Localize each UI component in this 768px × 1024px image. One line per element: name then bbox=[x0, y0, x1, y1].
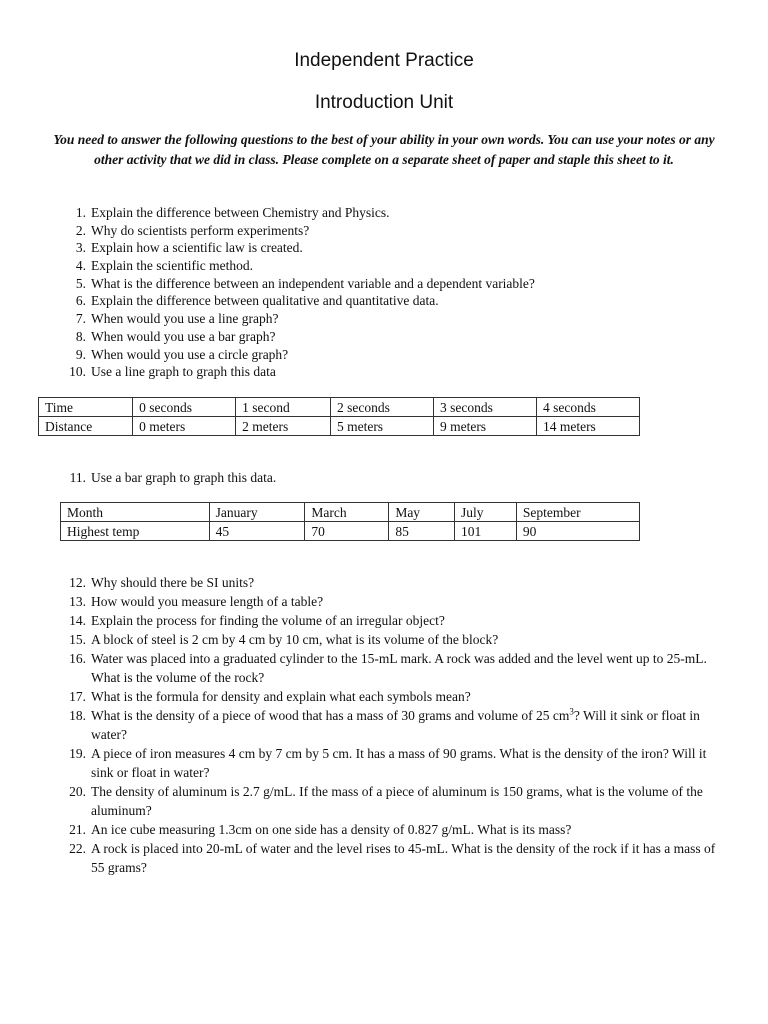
question-text: Explain the scientific method. bbox=[91, 258, 253, 274]
table-cell: 14 meters bbox=[536, 417, 639, 436]
table-cell: 4 seconds bbox=[536, 398, 639, 417]
page-subtitle: Introduction Unit bbox=[314, 92, 454, 113]
question-item bbox=[0, 292, 768, 310]
table-cell: July bbox=[455, 503, 517, 522]
question-text: A rock is placed into 20-mL of water and the level rises to 45-mL. What is the density of the rock if it has a mass of 55 grams? bbox=[91, 841, 716, 875]
table-cell: 2 seconds bbox=[330, 398, 433, 417]
table-cell: January bbox=[209, 503, 305, 522]
table-cell: 0 seconds bbox=[133, 398, 236, 417]
question-text: When would you use a bar graph? bbox=[91, 328, 276, 344]
table-cell: March bbox=[305, 503, 389, 522]
table-cell: 70 bbox=[305, 522, 389, 541]
table-cell: 9 meters bbox=[433, 417, 536, 436]
question-text: Why do scientists perform experiments? bbox=[91, 222, 310, 238]
question-text: What is the formula for density and explain what each symbols mean? bbox=[91, 689, 471, 704]
question-item bbox=[0, 611, 768, 630]
question-text: A block of steel is 2 cm by 4 cm by 10 cm, what is its volume of the block? bbox=[91, 632, 499, 647]
question-text: How would you measure length of a table? bbox=[91, 594, 324, 609]
question-number: 16. bbox=[69, 651, 86, 666]
question-number: 18. bbox=[69, 708, 86, 723]
table-cell: 101 bbox=[455, 522, 517, 541]
table-cell: Distance bbox=[39, 417, 133, 436]
question-number: 20. bbox=[69, 784, 86, 799]
question-text: Use a bar graph to graph this data. bbox=[91, 470, 277, 485]
question-item bbox=[0, 346, 768, 364]
question-number: 1. bbox=[75, 205, 86, 220]
question-number: 11. bbox=[69, 470, 86, 485]
question-item bbox=[0, 687, 768, 706]
table-cell: Time bbox=[39, 398, 133, 417]
question-number: 21. bbox=[69, 822, 86, 837]
table-cell: 0 meters bbox=[133, 417, 236, 436]
question-item bbox=[0, 310, 768, 328]
question-item bbox=[0, 839, 768, 877]
question-number: 8. bbox=[75, 328, 86, 344]
question-item bbox=[0, 469, 768, 487]
question-text: Explain the difference between qualitative and quantitative data. bbox=[91, 293, 439, 309]
question-item bbox=[0, 649, 768, 687]
question-text: Use a line graph to graph this data bbox=[91, 364, 276, 380]
month-temperature-table bbox=[60, 502, 640, 541]
question-text-before: What is the density of a piece of wood that has a mass of 30 grams and volume of 25 cm bbox=[91, 708, 570, 723]
table-row bbox=[61, 522, 640, 541]
table-cell: 3 seconds bbox=[433, 398, 536, 417]
question-item bbox=[0, 257, 768, 275]
question-text: Why should there be SI units? bbox=[91, 575, 255, 590]
table-cell: 1 second bbox=[236, 398, 331, 417]
question-number: 15. bbox=[69, 632, 86, 647]
table-row bbox=[39, 417, 640, 436]
question-text: The density of aluminum is 2.7 g/mL. If the mass of a piece of aluminum is 150 grams, what is the volume of the aluminum? bbox=[91, 784, 703, 818]
question-item bbox=[0, 204, 768, 222]
table-cell: May bbox=[389, 503, 455, 522]
table-cell: September bbox=[516, 503, 639, 522]
question-number: 7. bbox=[75, 311, 86, 327]
question-text: Explain how a scientific law is created. bbox=[91, 240, 303, 256]
page-title: Independent Practice bbox=[294, 50, 474, 71]
question-item bbox=[0, 706, 768, 744]
question-number: 5. bbox=[75, 275, 86, 291]
question-number: 3. bbox=[75, 240, 86, 256]
table-row bbox=[61, 503, 640, 522]
table-cell: Month bbox=[61, 503, 210, 522]
question-item bbox=[0, 782, 768, 820]
question-item bbox=[0, 630, 768, 649]
question-number: 2. bbox=[75, 222, 86, 238]
question-item bbox=[0, 275, 768, 293]
table-cell: 90 bbox=[516, 522, 639, 541]
question-item bbox=[0, 239, 768, 257]
table-cell: 45 bbox=[209, 522, 305, 541]
question-number: 4. bbox=[75, 258, 86, 274]
question-number: 13. bbox=[69, 594, 86, 609]
question-number: 14. bbox=[69, 613, 86, 628]
table-cell: 85 bbox=[389, 522, 455, 541]
question-text bbox=[91, 706, 727, 744]
question-11 bbox=[0, 469, 768, 487]
question-number: 6. bbox=[75, 293, 86, 309]
question-text: When would you use a line graph? bbox=[91, 311, 279, 327]
table-row bbox=[39, 398, 640, 417]
question-number: 19. bbox=[69, 746, 86, 761]
question-text: When would you use a circle graph? bbox=[91, 346, 289, 362]
question-number: 12. bbox=[69, 575, 86, 590]
question-list-part1 bbox=[0, 204, 768, 381]
question-item bbox=[0, 363, 768, 381]
question-item bbox=[0, 820, 768, 839]
question-item bbox=[0, 744, 768, 782]
question-text: What is the difference between an independent variable and a dependent variable? bbox=[91, 275, 535, 291]
table-cell: Highest temp bbox=[61, 522, 210, 541]
question-number: 9. bbox=[75, 346, 86, 362]
question-list-part2 bbox=[0, 573, 768, 877]
table-cell: 2 meters bbox=[236, 417, 331, 436]
table-cell: 5 meters bbox=[330, 417, 433, 436]
question-text-after: ? Will it sink or float in water? bbox=[91, 708, 700, 742]
question-text: Water was placed into a graduated cylinder to the 15-mL mark. A rock was added and the level went up to 25-mL. What is the volume of the rock? bbox=[91, 651, 707, 685]
question-number: 10. bbox=[69, 364, 86, 380]
question-item bbox=[0, 592, 768, 611]
superscript-exponent: 3 bbox=[569, 706, 574, 717]
question-text: A piece of iron measures 4 cm by 7 cm by 5 cm. It has a mass of 90 grams. What is the density of the iron? Will it sink or float in water? bbox=[91, 746, 707, 780]
question-text: Explain the process for finding the volume of an irregular object? bbox=[91, 613, 445, 628]
question-item bbox=[0, 328, 768, 346]
instructions: You need to answer the following questions to the best of your ability in your own words. You can use your notes or any other activity that we did in class. Please complete on a separate sheet of paper and staple this sheet to it. bbox=[53, 132, 715, 167]
question-item bbox=[0, 573, 768, 592]
question-number: 22. bbox=[69, 841, 86, 856]
question-item bbox=[0, 222, 768, 240]
time-distance-table bbox=[38, 397, 640, 436]
question-text: Explain the difference between Chemistry and Physics. bbox=[91, 205, 390, 220]
question-text: An ice cube measuring 1.3cm on one side has a density of 0.827 g/mL. What is its mass? bbox=[91, 822, 572, 837]
question-number: 17. bbox=[69, 689, 86, 704]
